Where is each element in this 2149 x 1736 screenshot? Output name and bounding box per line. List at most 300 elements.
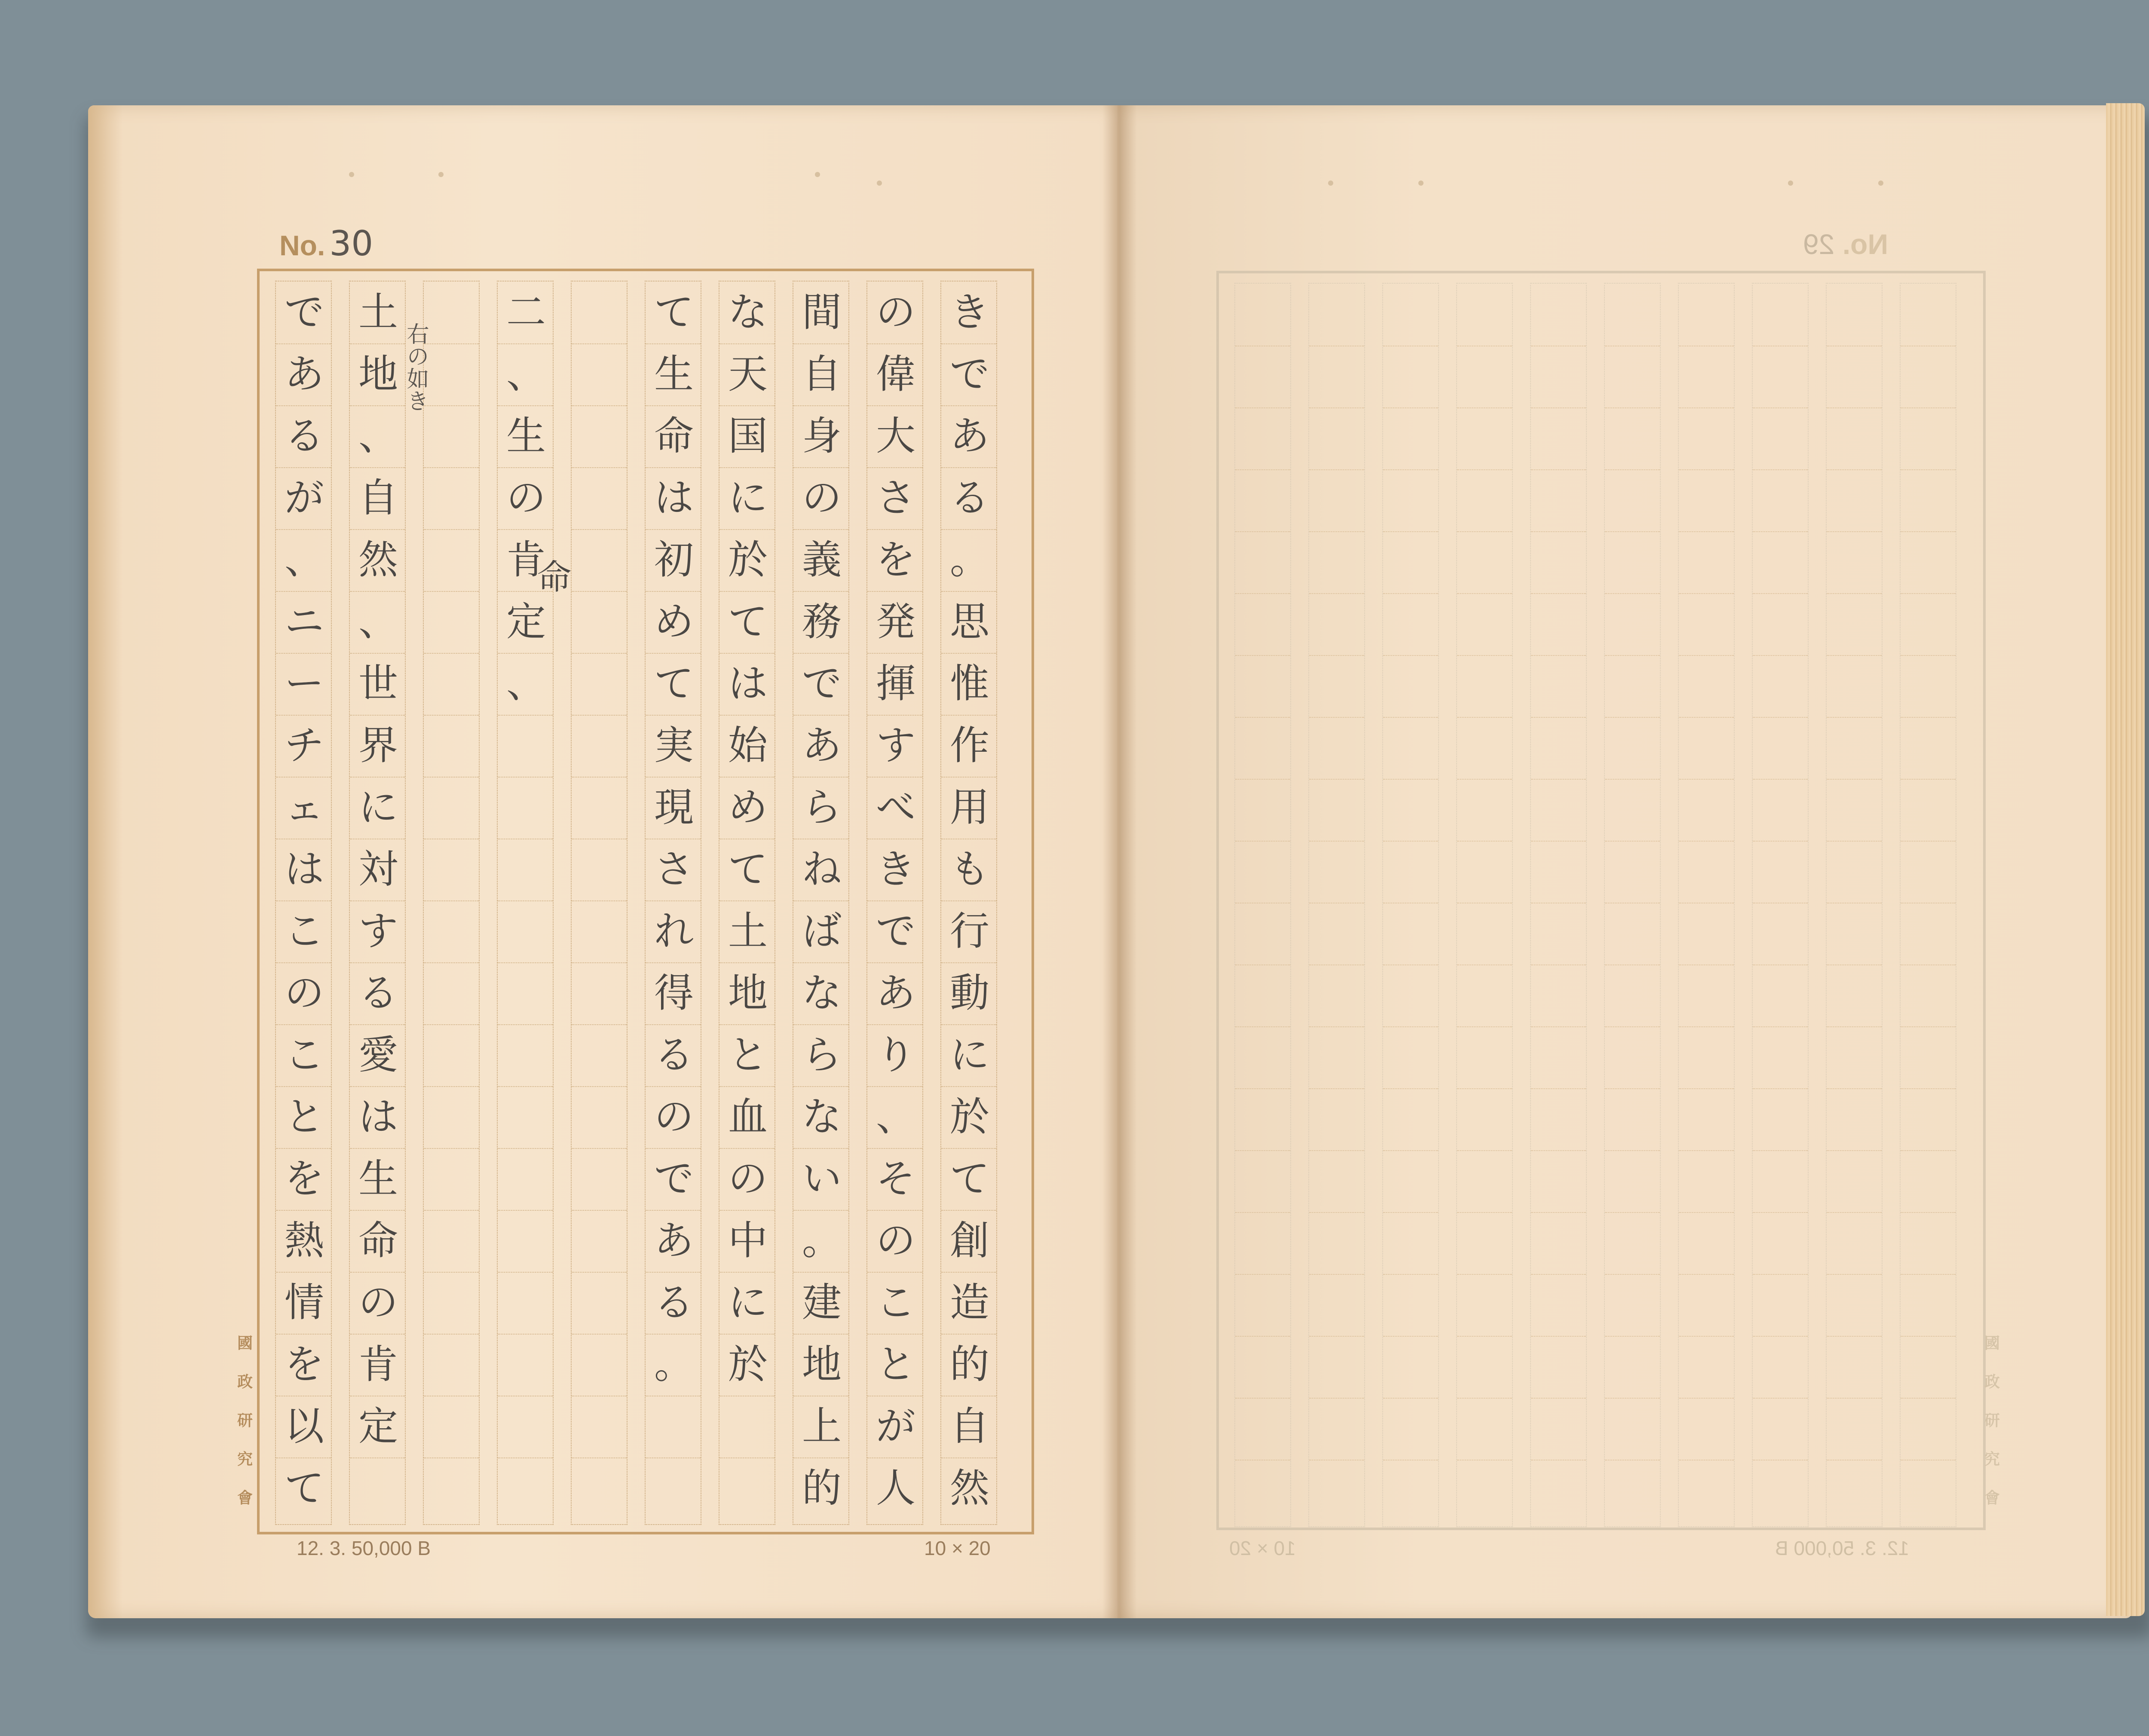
manuscript-character: 土 <box>728 908 768 954</box>
grid-cell-divider <box>572 653 627 655</box>
handwritten-page-number: 30 <box>329 224 373 263</box>
grid-cell-divider <box>1235 407 1290 409</box>
grid-cell-divider <box>572 467 627 469</box>
grid-cell-divider <box>276 405 331 407</box>
grid-cell-divider <box>350 777 405 778</box>
grid-cell-divider <box>941 1210 996 1212</box>
left-page-edge <box>88 105 122 1618</box>
manuscript-character: は <box>284 846 324 892</box>
grid-cell-divider <box>1753 717 1808 719</box>
grid-cell-divider <box>1531 1026 1586 1028</box>
manuscript-character: て <box>654 661 694 707</box>
manuscript-character: の <box>654 1094 694 1140</box>
manuscript-character: 、 <box>876 1094 915 1140</box>
grid-cell-divider <box>867 1334 922 1335</box>
grid-cell-divider <box>867 900 922 902</box>
manuscript-character: の <box>876 289 915 335</box>
grid-cell-divider <box>793 1272 848 1274</box>
grid-cell-divider <box>1901 407 1956 409</box>
grid-cell-divider <box>1309 593 1364 595</box>
grid-cell-divider <box>1827 1460 1882 1461</box>
grid-column <box>866 281 923 1525</box>
grid-cell-divider <box>1309 1336 1364 1338</box>
grid-cell-divider <box>276 1024 331 1026</box>
grid-cell-divider <box>1901 1336 1956 1338</box>
manuscript-character: ニ <box>284 599 324 645</box>
grid-cell-divider <box>867 839 922 840</box>
grid-cell-divider <box>1235 841 1290 842</box>
grid-cell-divider <box>572 1396 627 1397</box>
manuscript-character: 造 <box>949 1280 989 1326</box>
grid-cell-divider <box>1827 903 1882 904</box>
grid-cell-divider <box>276 1396 331 1397</box>
grid-cell-divider <box>1309 531 1364 533</box>
grid-cell-divider <box>793 591 848 593</box>
manuscript-character: 定 <box>358 1403 398 1449</box>
grid-cell-divider <box>1309 717 1364 719</box>
grid-cell-divider <box>424 1024 479 1026</box>
grid-cell-divider <box>1383 717 1438 719</box>
grid-cell-divider <box>572 1210 627 1212</box>
manuscript-character: チ <box>284 723 324 768</box>
manuscript-character: き <box>949 289 989 335</box>
footer-size-right: 10 × 20 <box>1229 1537 1296 1559</box>
grid-cell-divider <box>941 715 996 716</box>
grid-cell-divider <box>793 1210 848 1212</box>
grid-cell-divider <box>646 1210 701 1212</box>
grid-cell-divider <box>646 343 701 345</box>
grid-cell-divider <box>1605 1088 1660 1090</box>
manuscript-character: と <box>284 1094 324 1140</box>
grid-cell-divider <box>941 839 996 840</box>
grid-cell-divider <box>276 653 331 655</box>
grid-cell-divider <box>1679 346 1734 347</box>
manuscript-character: さ <box>876 475 915 521</box>
grid-cell-divider <box>1531 531 1586 533</box>
grid-cell-divider <box>1457 1150 1512 1152</box>
grid-cell-divider <box>1827 469 1882 471</box>
grid-column <box>1382 283 1439 1527</box>
grid-cell-divider <box>424 1396 479 1397</box>
manuscript-character: す <box>876 723 915 768</box>
grid-cell-divider <box>572 839 627 840</box>
grid-cell-divider <box>1901 903 1956 904</box>
manuscript-character: に <box>358 784 398 830</box>
grid-cell-divider <box>1679 593 1734 595</box>
grid-cell-divider <box>1827 1150 1882 1152</box>
grid-column <box>1678 283 1735 1527</box>
grid-cell-divider <box>1235 1212 1290 1214</box>
grid-cell-divider <box>1605 841 1660 842</box>
grid-cell-divider <box>1457 903 1512 904</box>
manuscript-character: 自 <box>358 475 398 521</box>
grid-cell-divider <box>1679 1460 1734 1461</box>
manuscript-character: 作 <box>949 723 989 768</box>
manuscript-character: 地 <box>802 1341 842 1387</box>
manuscript-character: こ <box>284 908 324 954</box>
grid-cell-divider <box>350 1457 405 1459</box>
grid-cell-divider <box>1531 469 1586 471</box>
manuscript-character: 始 <box>728 723 768 768</box>
grid-column <box>719 281 775 1525</box>
grid-cell-divider <box>1679 1398 1734 1399</box>
manuscript-character: 血 <box>728 1094 768 1140</box>
grid-cell-divider <box>424 467 479 469</box>
side-label-character: 會 <box>1984 1489 2000 1507</box>
grid-cell-divider <box>1753 407 1808 409</box>
grid-cell-divider <box>1679 779 1734 781</box>
grid-cell-divider <box>424 529 479 531</box>
grid-cell-divider <box>1605 469 1660 471</box>
grid-cell-divider <box>1235 593 1290 595</box>
grid-cell-divider <box>498 529 553 531</box>
grid-cell-divider <box>572 529 627 531</box>
grid-cell-divider <box>1605 903 1660 904</box>
grid-cell-divider <box>719 467 774 469</box>
grid-cell-divider <box>572 591 627 593</box>
side-label-character: 國 <box>237 1334 253 1352</box>
grid-column <box>793 281 849 1525</box>
side-label-character: 究 <box>1984 1450 2000 1468</box>
grid-cell-divider <box>867 343 922 345</box>
side-label-character: 究 <box>237 1450 253 1468</box>
grid-cell-divider <box>1753 964 1808 966</box>
grid-cell-divider <box>1679 1088 1734 1090</box>
grid-cell-divider <box>1753 346 1808 347</box>
grid-cell-divider <box>1753 593 1808 595</box>
grid-cell-divider <box>1901 531 1956 533</box>
manuscript-character: の <box>876 1218 915 1264</box>
grid-cell-divider <box>1679 469 1734 471</box>
manuscript-character: 人 <box>876 1465 915 1511</box>
grid-cell-divider <box>1901 779 1956 781</box>
manuscript-character: め <box>654 599 694 645</box>
manuscript-character: 肯 <box>358 1341 398 1387</box>
grid-cell-divider <box>941 343 996 345</box>
grid-cell-divider <box>1753 469 1808 471</box>
grid-cell-divider <box>1753 903 1808 904</box>
manuscript-character: る <box>949 475 989 521</box>
manuscript-character: 対 <box>358 846 398 892</box>
grid-cell-divider <box>793 529 848 531</box>
grid-cell-divider <box>1457 1398 1512 1399</box>
grid-cell-divider <box>350 529 405 531</box>
grid-cell-divider <box>1531 903 1586 904</box>
manuscript-character: 動 <box>949 970 989 1016</box>
grid-cell-divider <box>1827 841 1882 842</box>
grid-cell-divider <box>1457 1088 1512 1090</box>
grid-cell-divider <box>498 343 553 345</box>
grid-cell-divider <box>1309 346 1364 347</box>
grid-cell-divider <box>424 1272 479 1274</box>
grid-column <box>571 281 628 1525</box>
manuscript-character: ら <box>802 784 842 830</box>
manuscript-character: を <box>876 537 915 583</box>
manuscript-character: 定 <box>506 599 546 645</box>
grid-cell-divider <box>941 529 996 531</box>
manuscript-character: べ <box>876 784 915 830</box>
grid-cell-divider <box>498 405 553 407</box>
grid-cell-divider <box>719 962 774 964</box>
grid-cell-divider <box>350 1148 405 1150</box>
grid-column <box>349 281 406 1525</box>
grid-cell-divider <box>1531 1088 1586 1090</box>
grid-cell-divider <box>1679 964 1734 966</box>
grid-cell-divider <box>1531 655 1586 657</box>
grid-cell-divider <box>719 405 774 407</box>
manuscript-character: あ <box>802 723 842 768</box>
page-label-right: No. <box>1842 228 1889 260</box>
grid-cell-divider <box>1753 1026 1808 1028</box>
manuscript-character: こ <box>876 1280 915 1326</box>
manuscript-character: に <box>728 475 768 521</box>
manuscript-character: 命 <box>358 1218 398 1264</box>
manuscript-character: 得 <box>654 970 694 1016</box>
grid-cell-divider <box>498 839 553 840</box>
grid-cell-divider <box>941 1148 996 1150</box>
grid-cell-divider <box>1753 841 1808 842</box>
grid-cell-divider <box>867 405 922 407</box>
grid-cell-divider <box>1457 593 1512 595</box>
grid-cell-divider <box>350 1024 405 1026</box>
grid-cell-divider <box>1457 1026 1512 1028</box>
grid-cell-divider <box>1605 1274 1660 1276</box>
grid-cell-divider <box>646 467 701 469</box>
grid-cell-divider <box>276 1086 331 1088</box>
grid-cell-divider <box>1827 1274 1882 1276</box>
manuscript-character: と <box>876 1341 915 1387</box>
grid-cell-divider <box>793 653 848 655</box>
grid-cell-divider <box>646 777 701 778</box>
grid-cell-divider <box>1901 1150 1956 1152</box>
grid-cell-divider <box>1901 655 1956 657</box>
grid-cell-divider <box>498 1396 553 1397</box>
grid-cell-divider <box>1605 407 1660 409</box>
manuscript-character: る <box>654 1032 694 1078</box>
grid-cell-divider <box>350 1086 405 1088</box>
grid-cell-divider <box>1753 1212 1808 1214</box>
grid-cell-divider <box>350 715 405 716</box>
manuscript-character: 熱 <box>284 1218 324 1264</box>
grid-cell-divider <box>424 1334 479 1335</box>
grid-cell-divider <box>1235 1274 1290 1276</box>
grid-cell-divider <box>276 343 331 345</box>
manuscript-character: に <box>728 1280 768 1326</box>
manuscript-character: ら <box>802 1032 842 1078</box>
side-label-character: 會 <box>237 1489 253 1507</box>
grid-cell-divider <box>1605 593 1660 595</box>
manuscript-character: 然 <box>358 537 398 583</box>
grid-cell-divider <box>424 1148 479 1150</box>
manuscript-character: い <box>802 1156 842 1202</box>
page-number-left <box>279 224 373 263</box>
grid-cell-divider <box>1679 717 1734 719</box>
manuscript-character: 愛 <box>358 1032 398 1078</box>
grid-cell-divider <box>350 405 405 407</box>
grid-cell-divider <box>1383 1088 1438 1090</box>
manuscript-character: 自 <box>949 1403 989 1449</box>
grid-cell-divider <box>1235 1336 1290 1338</box>
grid-cell-divider <box>1827 346 1882 347</box>
manuscript-character: り <box>876 1032 915 1078</box>
grid-cell-divider <box>646 1086 701 1088</box>
grid-cell-divider <box>1235 1088 1290 1090</box>
grid-cell-divider <box>1827 964 1882 966</box>
grid-cell-divider <box>572 1148 627 1150</box>
grid-cell-divider <box>867 1086 922 1088</box>
grid-cell-divider <box>1679 407 1734 409</box>
grid-cell-divider <box>719 900 774 902</box>
manuscript-character: さ <box>654 846 694 892</box>
grid-cell-divider <box>1679 1150 1734 1152</box>
manuscript-character: て <box>949 1156 989 1202</box>
manuscript-character: が <box>876 1403 915 1449</box>
grid-cell-divider <box>1383 346 1438 347</box>
grid-cell-divider <box>793 1457 848 1459</box>
grid-cell-divider <box>350 1210 405 1212</box>
grid-cell-divider <box>1753 779 1808 781</box>
manuscript-character: を <box>284 1156 324 1202</box>
grid-cell-divider <box>572 1272 627 1274</box>
grid-cell-divider <box>350 900 405 902</box>
grid-cell-divider <box>276 1210 331 1212</box>
manuscript-character: に <box>949 1032 989 1078</box>
grid-cell-divider <box>424 343 479 345</box>
manuscript-character: 、 <box>284 537 324 583</box>
manuscript-character: は <box>728 661 768 707</box>
grid-cell-divider <box>1383 779 1438 781</box>
grid-cell-divider <box>1605 964 1660 966</box>
grid-cell-divider <box>1753 1088 1808 1090</box>
grid-cell-divider <box>1457 346 1512 347</box>
grid-cell-divider <box>1309 1026 1364 1028</box>
grid-cell-divider <box>1531 1150 1586 1152</box>
grid-cell-divider <box>1383 1026 1438 1028</box>
grid-cell-divider <box>867 1024 922 1026</box>
grid-cell-divider <box>646 900 701 902</box>
publisher-side-label-right <box>1979 1324 2005 1517</box>
grid-cell-divider <box>498 1457 553 1459</box>
grid-cell-divider <box>1531 964 1586 966</box>
grid-cell-divider <box>1457 964 1512 966</box>
grid-cell-divider <box>1235 531 1290 533</box>
grid-cell-divider <box>793 900 848 902</box>
grid-cell-divider <box>646 962 701 964</box>
grid-cell-divider <box>1901 1398 1956 1399</box>
grid-cell-divider <box>867 715 922 716</box>
grid-cell-divider <box>1309 469 1364 471</box>
grid-cell-divider <box>424 900 479 902</box>
grid-cell-divider <box>1309 1212 1364 1214</box>
grid-cell-divider <box>276 1457 331 1459</box>
grid-cell-divider <box>941 1024 996 1026</box>
manuscript-character: 的 <box>802 1465 842 1511</box>
grid-cell-divider <box>867 1210 922 1212</box>
grid-cell-divider <box>1827 717 1882 719</box>
manuscript-character: す <box>358 908 398 954</box>
manuscript-character: ェ <box>284 784 324 830</box>
manuscript-character: 。 <box>654 1341 694 1387</box>
grid-cell-divider <box>350 467 405 469</box>
grid-cell-divider <box>1753 1274 1808 1276</box>
grid-cell-divider <box>276 900 331 902</box>
grid-cell-divider <box>793 715 848 716</box>
manuscript-character: あ <box>876 970 915 1016</box>
grid-cell-divider <box>1309 841 1364 842</box>
grid-cell-divider <box>1235 655 1290 657</box>
grid-cell-divider <box>1383 1212 1438 1214</box>
grid-cell-divider <box>941 1086 996 1088</box>
grid-cell-divider <box>276 1334 331 1335</box>
grid-cell-divider <box>1679 1212 1734 1214</box>
grid-cell-divider <box>1679 1026 1734 1028</box>
grid-cell-divider <box>572 900 627 902</box>
grid-cell-divider <box>1679 655 1734 657</box>
grid-cell-divider <box>1753 531 1808 533</box>
grid-cell-divider <box>867 1396 922 1397</box>
grid-cell-divider <box>719 839 774 840</box>
grid-cell-divider <box>572 1024 627 1026</box>
manuscript-character: 然 <box>949 1465 989 1511</box>
grid-cell-divider <box>1531 346 1586 347</box>
grid-cell-divider <box>424 777 479 778</box>
manuscript-character: と <box>728 1032 768 1078</box>
manuscript-character: 的 <box>949 1341 989 1387</box>
manuscript-character: 初 <box>654 537 694 583</box>
manuscript-character: 義 <box>802 537 842 583</box>
book-gutter <box>1102 105 1137 1618</box>
grid-cell-divider <box>793 405 848 407</box>
grid-cell-divider <box>498 467 553 469</box>
grid-cell-divider <box>572 1457 627 1459</box>
grid-column <box>423 281 480 1525</box>
grid-cell-divider <box>424 962 479 964</box>
grid-cell-divider <box>1531 407 1586 409</box>
grid-cell-divider <box>1679 841 1734 842</box>
grid-cell-divider <box>1827 1336 1882 1338</box>
grid-cell-divider <box>1827 531 1882 533</box>
grid-cell-divider <box>941 777 996 778</box>
grid-cell-divider <box>1753 655 1808 657</box>
grid-cell-divider <box>1383 1274 1438 1276</box>
grid-cell-divider <box>572 962 627 964</box>
grid-cell-divider <box>424 839 479 840</box>
grid-cell-divider <box>867 653 922 655</box>
grid-cell-divider <box>424 405 479 407</box>
grid-cell-divider <box>646 839 701 840</box>
grid-cell-divider <box>1235 964 1290 966</box>
side-label-character: 政 <box>237 1373 253 1391</box>
grid-cell-divider <box>941 900 996 902</box>
manuscript-character: 。 <box>802 1218 842 1264</box>
grid-column <box>497 281 554 1525</box>
grid-cell-divider <box>646 529 701 531</box>
grid-cell-divider <box>1309 964 1364 966</box>
grid-cell-divider <box>1235 1150 1290 1152</box>
page-number-right <box>1803 228 1888 260</box>
grid-column <box>1234 283 1291 1527</box>
grid-cell-divider <box>498 1148 553 1150</box>
manuscript-character: を <box>284 1341 324 1387</box>
manuscript-character: 自 <box>802 351 842 397</box>
grid-cell-divider <box>1383 964 1438 966</box>
grid-cell-divider <box>1605 1212 1660 1214</box>
manuscript-character: 身 <box>802 413 842 459</box>
grid-cell-divider <box>1827 1088 1882 1090</box>
grid-cell-divider <box>1605 1150 1660 1152</box>
manuscript-character: 於 <box>728 537 768 583</box>
grid-cell-divider <box>1531 841 1586 842</box>
